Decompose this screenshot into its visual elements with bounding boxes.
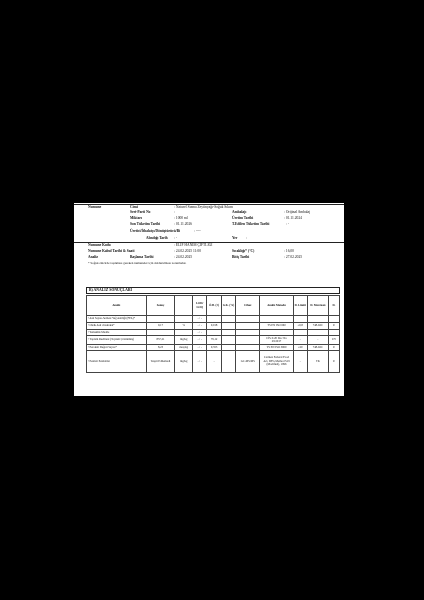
kabul-value: : 24.02.2025 11:00 — [174, 249, 202, 253]
skt-label: Son Tüketim Tarihi — [130, 222, 161, 226]
skt-value: : 01.11.2026 — [174, 222, 192, 226]
cell: 79,12 — [207, 336, 221, 345]
cell — [236, 323, 260, 330]
cell — [221, 323, 235, 330]
cell: CİS-T-20 Doc No 29:2017 — [260, 336, 293, 345]
col-sonuc: Sonuç — [146, 296, 175, 316]
col-cihaz: Cihaz — [236, 296, 260, 316]
cell: GC-MS/MS — [236, 351, 260, 373]
tett-label: T.Edilen Tüketim Tarihi — [232, 222, 270, 226]
cell — [328, 316, 339, 323]
tett-value: : - — [286, 222, 290, 226]
col-limit: D. Limiti — [293, 296, 307, 316]
seri-label: Seri-Parti No — [130, 210, 151, 214]
col-metod: Analiz Metodu — [260, 296, 293, 316]
cell: • Oleik Asit cinsinden* — [87, 323, 147, 330]
table-row — [87, 316, 340, 323]
cell: - — [293, 336, 307, 345]
cinsi-label: Cinsi — [130, 205, 138, 209]
miktar-label: Miktarı — [130, 216, 142, 220]
col-lod-loq: LOD/ LOQ — [193, 296, 207, 316]
cell — [236, 316, 260, 323]
cell: TK — [307, 351, 328, 373]
cell: U — [328, 345, 339, 351]
cell — [221, 316, 235, 323]
yer-label: Yer — [232, 236, 238, 240]
cell: • Yemeklik Madde — [87, 330, 147, 336]
cell: • Peroksit Değeri Sayısı* — [87, 345, 147, 351]
cell — [221, 336, 235, 345]
cell: - / - — [193, 330, 207, 336]
cell — [307, 316, 328, 323]
cell: 857,21 — [146, 336, 175, 345]
cell: mg/kg — [175, 336, 193, 345]
cell: 8,23 — [146, 345, 175, 351]
cell: • Toplam Rezilient (Toplam Çözünmüş) — [87, 336, 147, 345]
baslama-value: : 24.02.2025 — [174, 255, 193, 259]
cell — [293, 316, 307, 323]
section-title: B) ANALİZ SONUÇLARI — [86, 287, 340, 294]
alindigi-value: : - — [174, 236, 178, 240]
cell: 0,018 — [207, 323, 221, 330]
cell: - / - — [193, 323, 207, 330]
cell: 0,17 — [146, 323, 175, 330]
ambalaj-value: : Orijinal Ambalaj — [284, 210, 311, 214]
seri-value: : — [174, 210, 175, 214]
table-header-row — [87, 296, 340, 316]
numune-label: Numune — [88, 205, 102, 209]
uretici-label: Üretici/İthalatçı/Dönüştürücü/Bi — [130, 229, 181, 233]
cell: Tespit Edilemedi — [146, 351, 175, 373]
uretim-label: Üretim Tarihi — [232, 216, 254, 220]
cell: Carmen Federal Food Act, DFG Method S19 (Modified), 1996 — [260, 351, 293, 373]
cell: - — [293, 351, 307, 373]
bitis-label: Bitiş Tarihi — [232, 255, 250, 259]
cell: - — [207, 351, 221, 373]
analiz-label: Analiz — [88, 255, 98, 259]
table-row — [87, 351, 340, 373]
sicaklik-value: : 16,00 — [284, 249, 294, 253]
col-ob: Ö.B. (±) — [207, 296, 221, 316]
cell: TS EN ISO 3960 — [260, 345, 293, 351]
col-unit — [175, 296, 193, 316]
analysis-report-document — [74, 203, 344, 396]
baslama-label: Başlama Tarihi — [130, 255, 154, 259]
yer-value: : — [246, 236, 247, 240]
sicaklik-label: Sıcaklığı* (°C) — [232, 249, 255, 253]
cell — [236, 336, 260, 345]
kodu-value: : ELİF HANIM ÇİFTLİĞİ — [174, 243, 213, 247]
cell: • Asit Sayısı-Serbest Yağ Asitliği (FFA)* — [87, 316, 147, 323]
cell: 0,353 — [207, 345, 221, 351]
cell — [260, 316, 293, 323]
kabul-label: Numune Kabul Tarihi & Saati — [88, 249, 135, 253]
cell: - / - — [193, 336, 207, 345]
cell: ≤20 — [293, 345, 307, 351]
cell: - / - — [193, 345, 207, 351]
table-row — [87, 323, 340, 330]
cell: • Pestisit Pestisitler — [87, 351, 147, 373]
cell — [221, 351, 235, 373]
table-row — [87, 336, 340, 345]
ambalaj-label: Ambalajı — [232, 210, 247, 214]
col-d: D. — [328, 296, 339, 316]
uretici-value: : ---- — [194, 229, 201, 233]
cell: UY — [328, 336, 339, 345]
cell — [146, 316, 175, 323]
cell: U — [328, 351, 339, 373]
cell: - / - — [193, 351, 207, 373]
cell: - — [307, 336, 328, 345]
results-table — [86, 295, 340, 373]
cell: 748-IOC — [307, 345, 328, 351]
cinsi-value: : Naturel Sızma Zeytinyağı-Soğuk Sıkım — [174, 205, 233, 209]
cell — [175, 316, 193, 323]
col-mevzuat: D. Mevzuatı — [307, 296, 328, 316]
miktar-value: : 1000 ml — [174, 216, 188, 220]
alindigi-label: Alındığı Tarih — [146, 236, 168, 240]
cell: TS EN ISO 660 — [260, 323, 293, 330]
cell: mg/kg — [175, 351, 193, 373]
kodu-label: Numune Kodu — [88, 243, 111, 247]
uretim-value: : 01.11.2024 — [284, 216, 302, 220]
col-analiz: Analiz — [87, 296, 147, 316]
cell: 748-IOC — [307, 323, 328, 330]
cell: meq/kg — [175, 345, 193, 351]
cell — [207, 316, 221, 323]
cold-chain-note: * Soğuk zincirde taşınması gereken numuneler için doldurulması zorunludur. — [88, 261, 187, 265]
cell: - / - — [193, 316, 207, 323]
cell: U — [328, 323, 339, 330]
bitis-value: : 27.02.2025 — [284, 255, 303, 259]
cell: ≤0,8 — [293, 323, 307, 330]
col-gk: G.K. (%) — [221, 296, 235, 316]
cell: % — [175, 323, 193, 330]
